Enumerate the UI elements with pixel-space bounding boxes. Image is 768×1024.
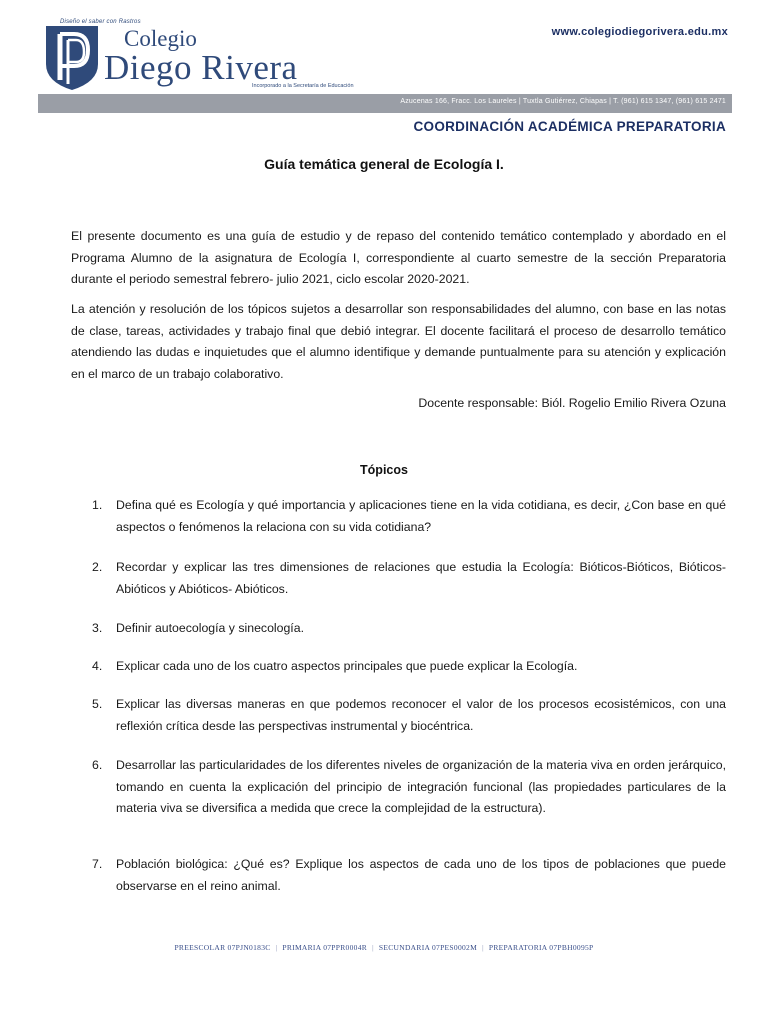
topic-item [92, 656, 726, 678]
website-link[interactable]: www.colegiodiegorivera.edu.mx [551, 26, 728, 38]
intro-paragraph: El presente documento es una guía de estudio y de repaso del contenido temático contemplado y abordado en el Programa Alumno de la asignatura de Ecología I, correspondiente al cuarto semestre de la sección Preparatoria durante el periodo semestral febrero- julio 2021, ciclo escolar 2020-2021. [71, 229, 726, 286]
topic-text: Explicar cada uno de los cuatro aspectos principales que puede explicar la Ecología. [116, 659, 578, 673]
address-text: Azucenas 166, Fracc. Los Laureles | Tuxtla Gutiérrez, Chiapas | T. (961) 615 1347, (961) 615 2471 [400, 98, 726, 105]
topic-number: 2. [92, 560, 103, 574]
topic-item [92, 495, 726, 538]
topic-number: 6. [92, 758, 103, 772]
logo-school-name: Diego Rivera [104, 48, 298, 87]
footer-school-codes [0, 943, 768, 952]
footer-separator: | [482, 943, 484, 952]
topic-number: 4. [92, 659, 103, 673]
footer-separator: | [372, 943, 374, 952]
logo-colegio-text: Colegio [124, 26, 197, 51]
teacher-signature: Docente responsable: Biól. Rogelio Emilio Rivera Ozuna [418, 396, 726, 410]
responsibility-paragraph: La atención y resolución de los tópicos sujetos a desarrollar son responsabilidades del alumno, con base en las notas de clase, tareas, actividades y trabajo final que debió integrar. El docente facilitará el proceso de desarrollo temático atendiendo las dudas e inquietudes que el alumno identifique y demande puntualmente para su atención y explicación en el marco de un trabajo colaborativo. [71, 302, 726, 381]
footer-primaria: PRIMARIA 07PPR0004R [282, 943, 368, 952]
footer-preescolar: PREESCOLAR 07PJN0183C [174, 943, 271, 952]
logo-incorporado-text: Incorporado a la Secretaría de Educación [252, 83, 354, 89]
document-title: Guía temática general de Ecología I. [264, 156, 504, 172]
topic-text: Desarrollar las particularidades de los diferentes niveles de organización de la materia viva en orden jerárquico, tomando en cuenta la explicación del principio de integración funcional (las propiedades particulares de la materia viva se diversifica a medida que crece la complejidad de la estructura). [116, 758, 726, 815]
topic-item [92, 755, 726, 820]
topic-text: Población biológica: ¿Qué es? Explique los aspectos de cada uno de los tipos de poblaciones que puede observarse en el reino animal. [116, 857, 726, 893]
topic-number: 1. [92, 498, 103, 512]
footer-separator: | [275, 943, 278, 952]
footer-secundaria: SECUNDARIA 07PES0002M [378, 943, 478, 952]
coordination-heading: COORDINACIÓN ACADÉMICA PREPARATORIA [413, 119, 726, 134]
topic-item [92, 694, 726, 737]
topic-item [92, 557, 726, 600]
topic-text: Explicar las diversas maneras en que podemos reconocer el valor de los procesos ecosistémicos, con una reflexión crítica desde las perspectivas instrumental y biocéntrica. [116, 697, 726, 733]
topic-text: Definir autoecología y sinecología. [116, 621, 304, 635]
topic-text: Recordar y explicar las tres dimensiones de relaciones que estudia la Ecología: Bióticos-Bióticos, Bióticos- Abióticos y Abióticos- Abióticos. [116, 560, 726, 596]
logo-motto: Diseño el saber con Rastros [60, 19, 141, 25]
topic-number: 7. [92, 857, 103, 871]
topic-number: 5. [92, 697, 103, 711]
topic-text: Defina qué es Ecología y qué importancia y aplicaciones tiene en la vida cotidiana, es decir, ¿Con base en qué aspectos o fenómenos la relaciona con su vida cotidiana? [116, 498, 726, 534]
topic-item [92, 618, 726, 640]
topic-number: 3. [92, 621, 103, 635]
topic-item [92, 854, 726, 897]
logo-monogram-icon [44, 22, 100, 92]
topics-heading: Tópicos [360, 463, 408, 477]
footer-preparatoria: PREPARATORIA 07PBH0095P [488, 943, 594, 952]
